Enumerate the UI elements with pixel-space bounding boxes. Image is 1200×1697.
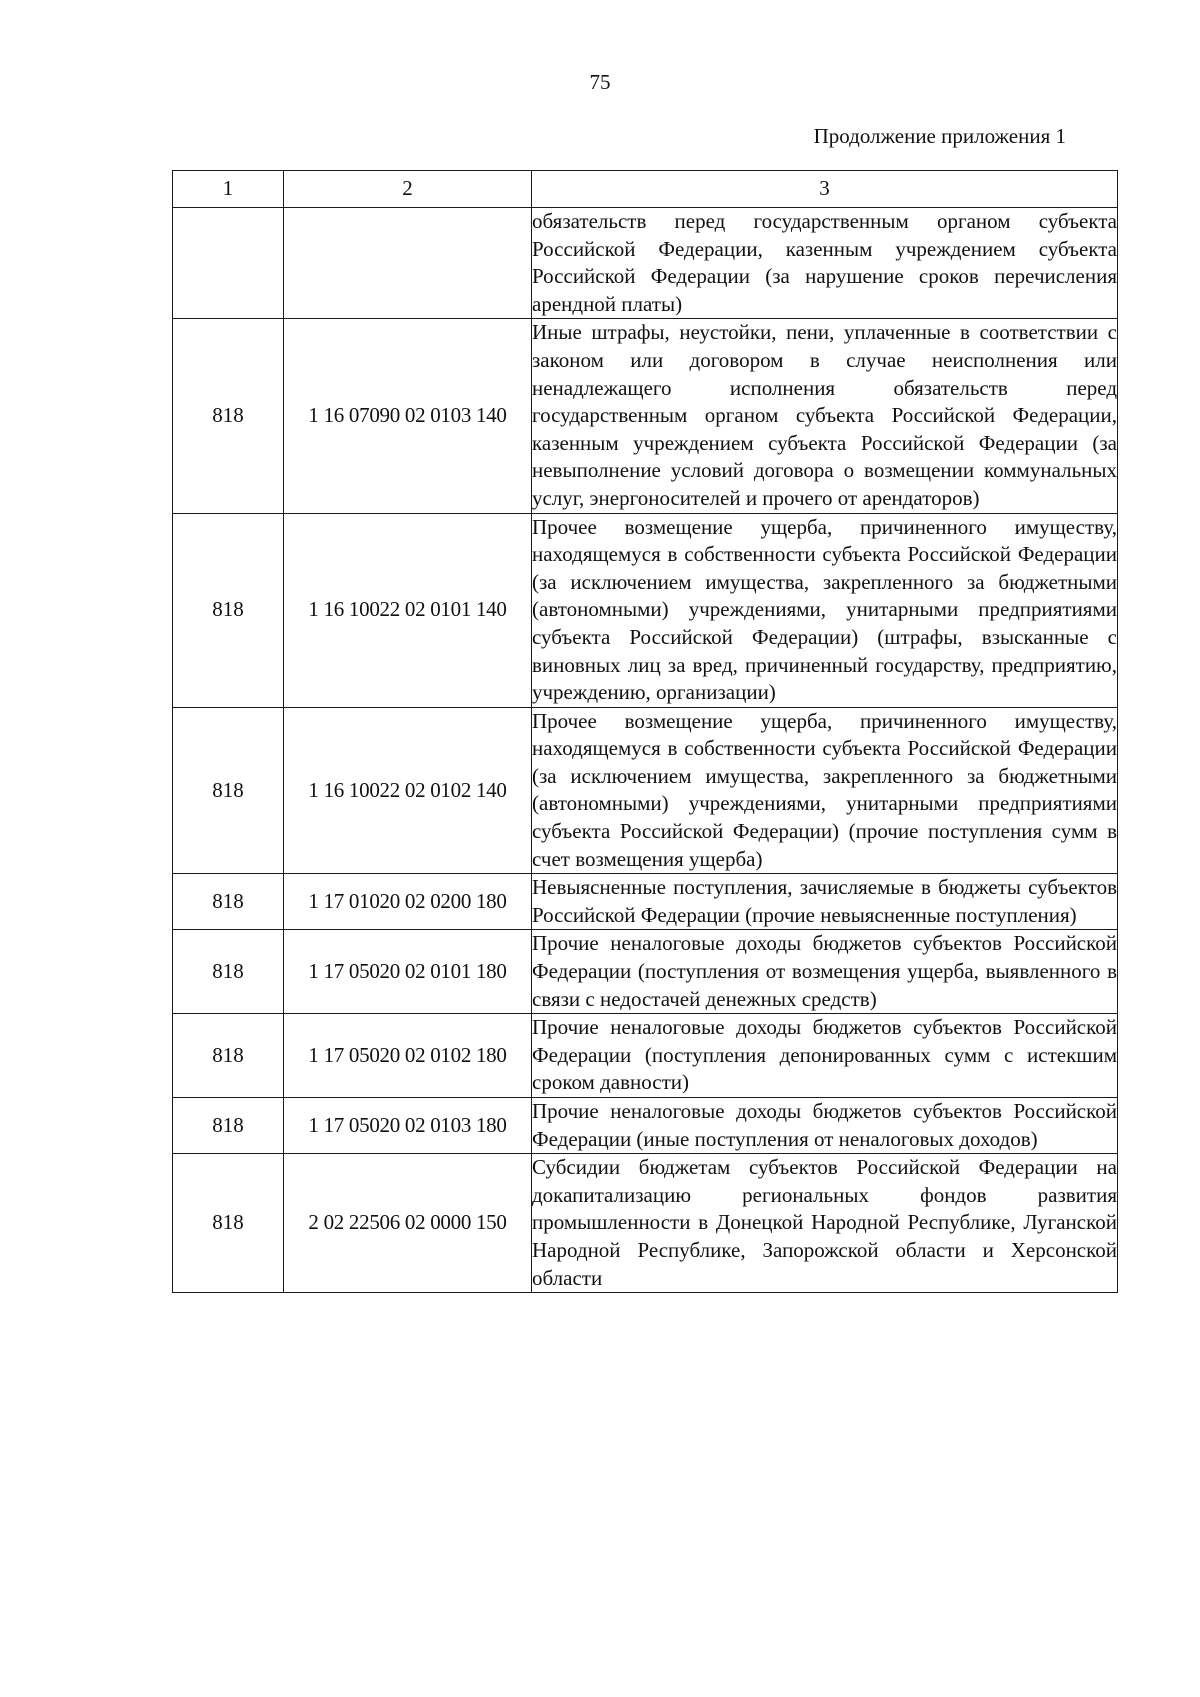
page-number: 75 <box>589 70 611 94</box>
admin-code-cell: 818 <box>173 319 284 513</box>
description-cell: Прочее возмещение ущерба, причиненного имуществу, находящемуся в собственности субъекта Российской Федерации (за исключением имущества, закрепленного за бюджетными (автономными) учреждениями, унитарными предприятиями субъекта Российской Федерации) (прочие поступления сумм в счет возмещения ущерба) <box>532 707 1118 874</box>
budget-code-cell: 1 17 05020 02 0103 180 <box>284 1098 532 1154</box>
header-col-3: 3 <box>532 171 1118 208</box>
table-row <box>173 874 1118 930</box>
description-cell: Прочие неналоговые доходы бюджетов субъектов Российской Федерации (иные поступления от неналоговых доходов) <box>532 1098 1118 1154</box>
table-row <box>173 1014 1118 1098</box>
table-row <box>173 1098 1118 1154</box>
admin-code-cell: 818 <box>173 513 284 707</box>
table-row <box>173 513 1118 707</box>
description-cell: обязательств перед государственным органом субъекта Российской Федерации, казенным учреждением субъекта Российской Федерации (за нарушение сроков перечисления арендной платы) <box>532 208 1118 319</box>
description-cell: Субсидии бюджетам субъектов Российской Федерации на докапитализацию региональных фондов развития промышленности в Донецкой Народной Республике, Луганской Народной Республике, Запорожской области и Херсонской области <box>532 1154 1118 1293</box>
admin-code-cell: 818 <box>173 1014 284 1098</box>
table-row <box>173 707 1118 874</box>
table-row <box>173 319 1118 513</box>
table-row <box>173 1154 1118 1293</box>
header-col-2: 2 <box>284 171 532 208</box>
budget-code-cell: 1 16 07090 02 0103 140 <box>284 319 532 513</box>
budget-code-cell: 1 16 10022 02 0101 140 <box>284 513 532 707</box>
description-cell: Прочие неналоговые доходы бюджетов субъектов Российской Федерации (поступления депонированных сумм с истекшим сроком давности) <box>532 1014 1118 1098</box>
admin-code-cell: 818 <box>173 1154 284 1293</box>
description-cell: Прочее возмещение ущерба, причиненного имуществу, находящемуся в собственности субъекта Российской Федерации (за исключением имущества, закрепленного за бюджетными (автономными) учреждениями, унитарными предприятиями субъекта Российской Федерации) (штрафы, взысканные с виновных лиц за вред, причиненный государству, предприятию, учреждению, организации) <box>532 513 1118 707</box>
admin-code-cell: 818 <box>173 1098 284 1154</box>
table-header-row <box>173 171 1118 208</box>
budget-code-cell <box>284 208 532 319</box>
budget-classification-table <box>172 170 1118 1293</box>
admin-code-cell: 818 <box>173 707 284 874</box>
table-row <box>173 930 1118 1014</box>
description-cell: Иные штрафы, неустойки, пени, уплаченные в соответствии с законом или договором в случае неисполнения или ненадлежащего исполнения обязательств перед государственным органом субъекта Российской Федерации, казенным учреждением субъекта Российской Федерации (за невыполнение условий договора о возмещении коммунальных услуг, энергоносителей и прочего от арендаторов) <box>532 319 1118 513</box>
admin-code-cell: 818 <box>173 930 284 1014</box>
budget-code-cell: 1 17 05020 02 0101 180 <box>284 930 532 1014</box>
budget-code-cell: 1 17 05020 02 0102 180 <box>284 1014 532 1098</box>
appendix-continuation-note: Продолжение приложения 1 <box>813 124 1066 148</box>
table-row <box>173 208 1118 319</box>
admin-code-cell <box>173 208 284 319</box>
admin-code-cell: 818 <box>173 874 284 930</box>
description-cell: Прочие неналоговые доходы бюджетов субъектов Российской Федерации (поступления от возмещения ущерба, выявленного в связи с недостачей денежных средств) <box>532 930 1118 1014</box>
header-col-1: 1 <box>173 171 284 208</box>
description-cell: Невыясненные поступления, зачисляемые в бюджеты субъектов Российской Федерации (прочие невыясненные поступления) <box>532 874 1118 930</box>
budget-code-cell: 1 16 10022 02 0102 140 <box>284 707 532 874</box>
budget-code-cell: 1 17 01020 02 0200 180 <box>284 874 532 930</box>
budget-code-cell: 2 02 22506 02 0000 150 <box>284 1154 532 1293</box>
